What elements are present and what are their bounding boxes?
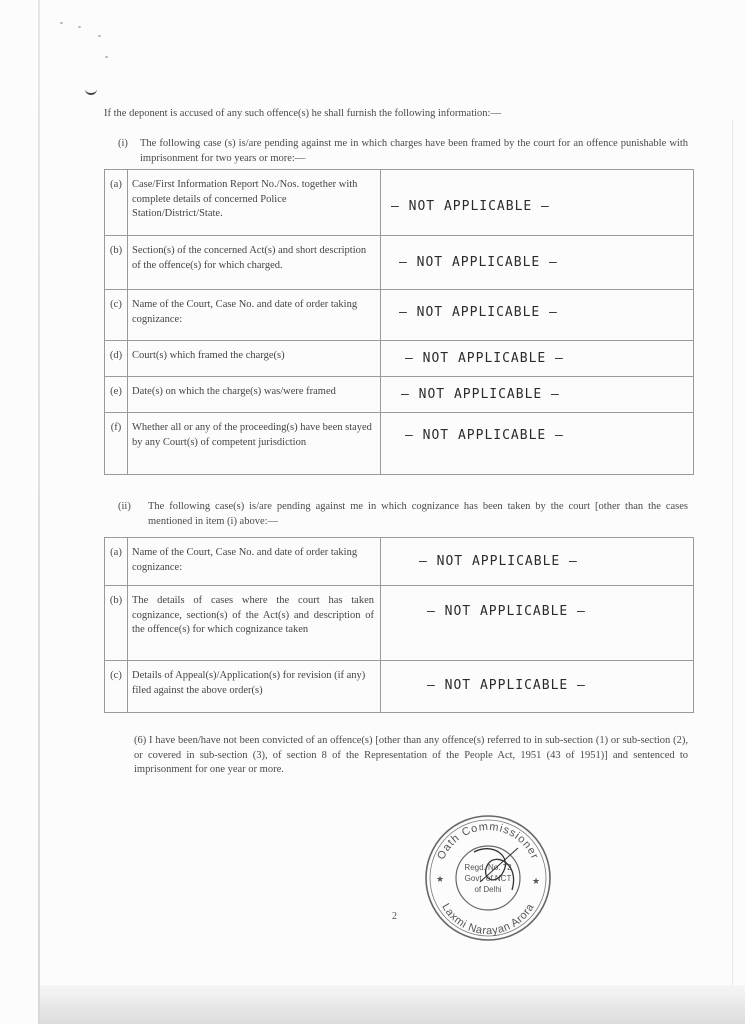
- page-number: 2: [392, 911, 397, 922]
- row-answer-cell: [381, 413, 694, 475]
- table-row: [105, 341, 694, 377]
- row-letter: (c): [105, 290, 128, 341]
- star-icon: ★: [532, 877, 541, 887]
- row-description: Court(s) which framed the charge(s): [128, 341, 381, 377]
- stamp-inner-line-3: of Delhi: [474, 885, 502, 894]
- handwritten-answer: — NOT APPLICABLE —: [427, 678, 586, 693]
- section-ii-heading: [118, 500, 688, 530]
- scan-speck: [105, 56, 108, 58]
- row-letter: (a): [105, 170, 128, 236]
- section-i-heading: [118, 137, 688, 167]
- section-ii-text: The following case(s) is/are pending against me in which cognizance has been taken by the court [other than the cases mentioned in item (i) above:—: [148, 501, 688, 527]
- table-row: [105, 586, 694, 661]
- row-letter: (c): [105, 661, 128, 713]
- handwritten-answer: — NOT APPLICABLE —: [391, 199, 550, 214]
- table-row: [105, 377, 694, 413]
- handwritten-answer: — NOT APPLICABLE —: [419, 554, 578, 569]
- stamp-inner-line-2: Govt. of NCT: [464, 874, 512, 883]
- row-answer-cell: [381, 170, 694, 236]
- table-row: [105, 413, 694, 475]
- row-description: The details of cases where the court has taken cognizance, section(s) of the Act(s) and description of the offence(s) for which cognizance taken: [128, 586, 381, 661]
- paragraph-6: [104, 734, 688, 778]
- row-answer-cell: [381, 290, 694, 341]
- punch-hole-mark: [85, 85, 97, 95]
- row-description: Case/First Information Report No./Nos. together with complete details of concerned Police Station/District/State.: [128, 170, 381, 236]
- row-letter: (e): [105, 377, 128, 413]
- handwritten-answer: — NOT APPLICABLE —: [399, 305, 558, 320]
- page-edge-right: [732, 120, 733, 1020]
- handwritten-answer: — NOT APPLICABLE —: [427, 604, 586, 619]
- stamp-bottom-text: Laxmi Narayan Arora: [439, 901, 537, 938]
- table-row: [105, 538, 694, 586]
- row-description: Name of the Court, Case No. and date of order taking cognizance:: [128, 538, 381, 586]
- row-answer-cell: [381, 236, 694, 290]
- section-ii-number: (ii): [118, 501, 131, 512]
- row-answer-cell: [381, 586, 694, 661]
- handwritten-answer: — NOT APPLICABLE —: [405, 428, 564, 443]
- handwritten-answer: — NOT APPLICABLE —: [399, 255, 558, 270]
- paragraph-6-text: (6) I have been/have not been convicted of an offence(s) [other than any offence(s) referred to in sub-section (1) or sub-section (2), or covered in sub-section (3), of section 8 of the Representation of the People Act, 1951 (43 of 1951)] and sentenced to imprisonment for one year or more.: [134, 735, 688, 775]
- row-description: Details of Appeal(s)/Application(s) for revision (if any) filed against the above order(s): [128, 661, 381, 713]
- row-letter: (f): [105, 413, 128, 475]
- stamp-top-text: Oath Commissioner: [435, 820, 541, 862]
- row-answer-cell: [381, 341, 694, 377]
- table-row: [105, 170, 694, 236]
- handwritten-answer: — NOT APPLICABLE —: [401, 387, 560, 402]
- scan-speck: [98, 35, 101, 37]
- section-i-table: [104, 169, 694, 475]
- star-icon: ★: [436, 875, 445, 885]
- row-description: Section(s) of the concerned Act(s) and short description of the offence(s) for which charged.: [128, 236, 381, 290]
- scan-speck: [78, 26, 81, 28]
- svg-text:Laxmi Narayan Arora: [439, 901, 537, 937]
- page-bottom-shadow: [40, 985, 745, 1024]
- section-ii-table: [104, 537, 694, 713]
- svg-text:Oath Commissioner: [435, 821, 541, 862]
- intro-text: If the deponent is accused of any such offence(s) he shall furnish the following information:—: [104, 108, 501, 119]
- row-description: Name of the Court, Case No. and date of order taking cognizance:: [128, 290, 381, 341]
- row-description: Whether all or any of the proceeding(s) have been stayed by any Court(s) of competent jurisdiction: [128, 413, 381, 475]
- table-row: [105, 236, 694, 290]
- row-letter: (b): [105, 236, 128, 290]
- table-row: [105, 661, 694, 713]
- section-i-text: The following case (s) is/are pending against me in which charges have been framed by the court for an offence punishable with imprisonment for two years or more:—: [140, 138, 688, 164]
- stamp-inner-line-1: Regd. No. 72: [464, 863, 512, 872]
- row-answer-cell: [381, 661, 694, 713]
- row-letter: (b): [105, 586, 128, 661]
- section-i-number: (i): [118, 138, 128, 149]
- row-letter: (a): [105, 538, 128, 586]
- oath-commissioner-stamp: [422, 812, 554, 944]
- handwritten-answer: — NOT APPLICABLE —: [405, 351, 564, 366]
- scan-speck: [60, 22, 63, 24]
- row-answer-cell: [381, 538, 694, 586]
- row-letter: (d): [105, 341, 128, 377]
- row-answer-cell: [381, 377, 694, 413]
- row-description: Date(s) on which the charge(s) was/were framed: [128, 377, 381, 413]
- table-row: [105, 290, 694, 341]
- page-edge-left: [38, 0, 40, 1024]
